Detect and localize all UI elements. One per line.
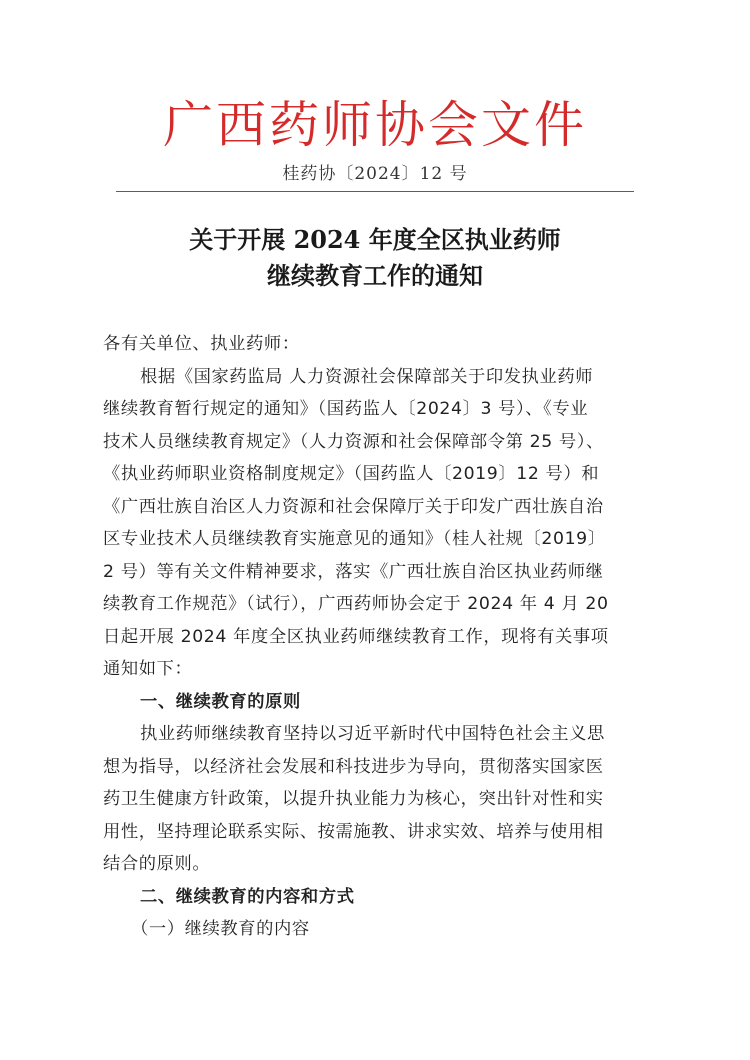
masthead-title: 广西药师协会文件 bbox=[163, 96, 587, 154]
paragraph-1-line: 续教育工作规范》（试行），广西药师协会定于 2024 年 4 月 20 bbox=[103, 594, 609, 614]
paragraph-2-line: 用性，坚持理论联系实际、按需施教、讲求实效、培养与使用相 bbox=[103, 821, 604, 842]
subsection-heading-1: （一）继续教育的内容 bbox=[131, 919, 310, 939]
red-divider-line bbox=[116, 191, 634, 192]
paragraph-1-line: 《广西壮族自治区人力资源和社会保障厅关于印发广西壮族自治 bbox=[103, 496, 604, 517]
notice-title bbox=[0, 222, 750, 294]
paragraph-1-line: 根据《国家药监局 人力资源社会保障部关于印发执业药师 bbox=[140, 366, 594, 387]
document-number: 桂药协〔2024〕12 号 bbox=[282, 164, 468, 184]
notice-title-line-2: 继续教育工作的通知 bbox=[267, 261, 483, 290]
paragraph-2-line: 结合的原则。 bbox=[103, 854, 211, 874]
salutation: 各有关单位、执业药师： bbox=[103, 334, 300, 354]
section-heading-2: 二、继续教育的内容和方式 bbox=[140, 886, 355, 907]
paragraph-1-line: 《执业药师职业资格制度规定》（国药监人〔2019〕12 号）和 bbox=[103, 464, 600, 484]
paragraph-1-line: 通知如下： bbox=[103, 659, 193, 679]
paragraph-1-line: 技术人员继续教育规定》（人力资源和社会保障部令第 25 号）、 bbox=[103, 431, 604, 452]
paragraph-1-line: 日起开展 2024 年度全区执业药师继续教育工作，现将有关事项 bbox=[103, 626, 609, 647]
paragraph-1-line: 继续教育暂行规定的通知》（国药监人〔2024〕3 号）、《专业 bbox=[103, 399, 589, 419]
paragraph-1-line: 2 号）等有关文件精神要求，落实《广西壮族自治区执业药师继 bbox=[103, 561, 604, 582]
notice-title-line-1: 关于开展 2024 年度全区执业药师 bbox=[189, 225, 561, 254]
section-heading-1: 一、继续教育的原则 bbox=[140, 691, 301, 712]
paragraph-2-line: 执业药师继续教育坚持以习近平新时代中国特色社会主义思 bbox=[140, 724, 605, 744]
paragraph-2-line: 想为指导，以经济社会发展和科技进步为导向，贯彻落实国家医 bbox=[103, 756, 604, 777]
notice-body bbox=[103, 328, 663, 946]
paragraph-2-line: 药卫生健康方针政策，以提升执业能力为核心，突出针对性和实 bbox=[103, 789, 604, 809]
paragraph-1-line: 区专业技术人员继续教育实施意见的通知》（桂人社规〔2019〕 bbox=[103, 529, 606, 549]
